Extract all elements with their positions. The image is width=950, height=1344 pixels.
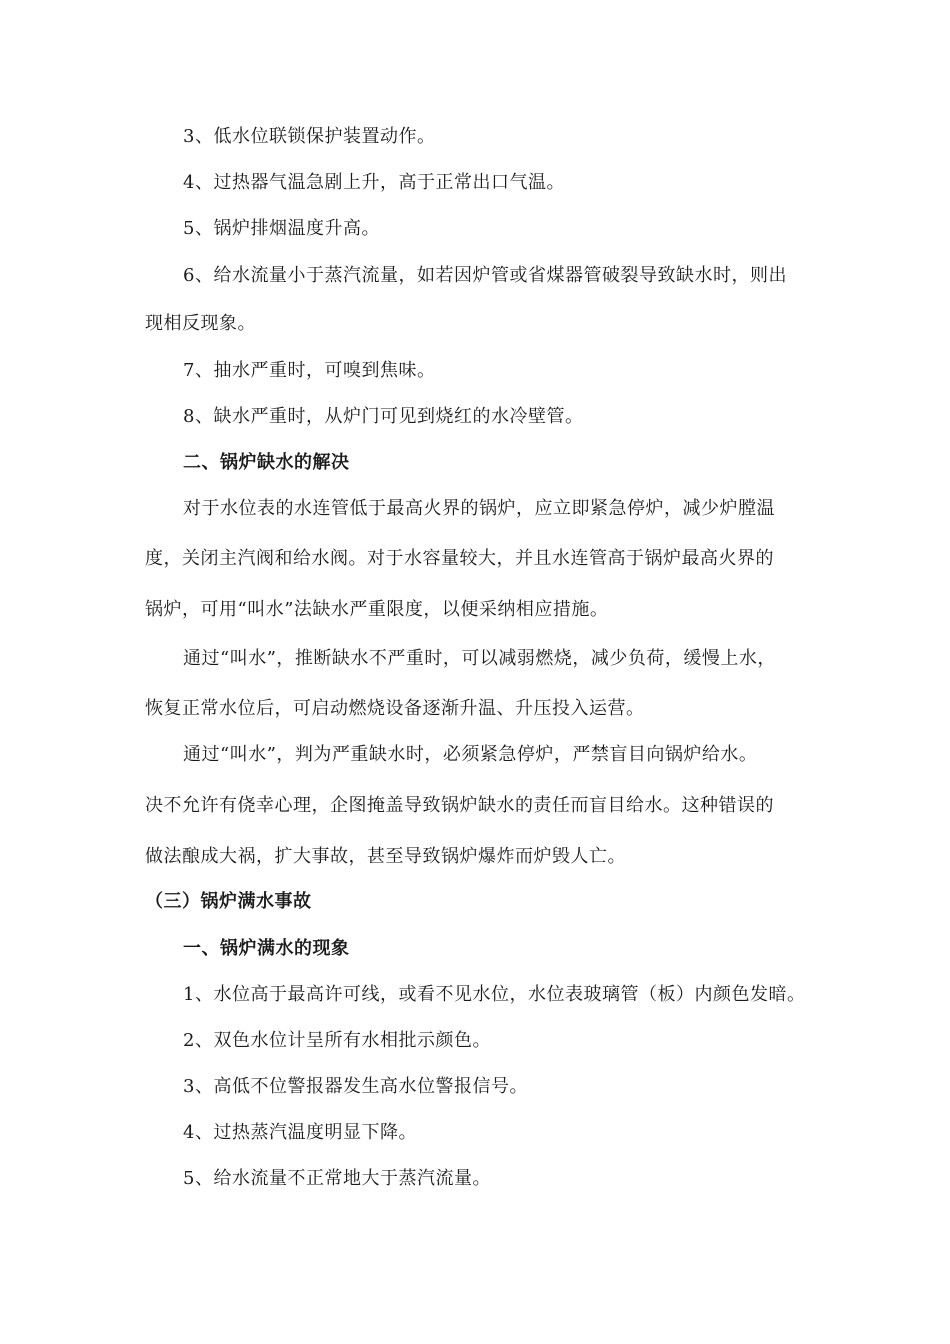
- paragraph-line: 锅炉，可用“叫水”法缺水严重限度，以便采纳相应措施。: [145, 599, 609, 620]
- list-item: 4、过热蒸汽温度明显下降。: [183, 1122, 417, 1143]
- list-item: 3、高低不位警报器发生高水位警报信号。: [183, 1076, 528, 1097]
- section-heading: 一、锅炉满水的现象: [183, 938, 350, 959]
- paragraph-line: 做法酿成大祸，扩大事故，甚至导致锅炉爆炸而炉毁人亡。: [145, 846, 626, 867]
- paragraph-line: 通过“叫水”，判为严重缺水时，必须紧急停炉，严禁盲目向锅炉给水。: [183, 744, 758, 765]
- list-item: 6、给水流量小于蒸汽流量，如若因炉管或省煤器管破裂导致缺水时，则出: [183, 265, 787, 286]
- list-item: 1、水位高于最高许可线，或看不见水位，水位表玻璃管（板）内颜色发暗。: [183, 984, 806, 1005]
- paragraph-line: 恢复正常水位后，可启动燃烧设备逐渐升温、升压投入运营。: [145, 698, 645, 719]
- paragraph-line: 对于水位表的水连管低于最高火界的锅炉，应立即紧急停炉，减少炉膛温: [183, 498, 775, 519]
- list-item: 2、双色水位计呈所有水相批示颜色。: [183, 1030, 491, 1051]
- paragraph-line: 决不允许有侥幸心理，企图掩盖导致锅炉缺水的责任而盲目给水。这种错误的: [145, 795, 774, 816]
- paragraph-line: 现相反现象。: [145, 313, 256, 334]
- paragraph-line: 通过“叫水”，推断缺水不严重时，可以减弱燃烧，减少负荷，缓慢上水，: [183, 648, 776, 669]
- list-item: 5、锅炉排烟温度升高。: [183, 218, 380, 239]
- list-item: 3、低水位联锁保护装置动作。: [183, 126, 436, 147]
- list-item: 8、缺水严重时，从炉门可见到烧红的水冷壁管。: [183, 406, 584, 427]
- list-item: 4、过热器气温急剧上升，高于正常出口气温。: [183, 172, 565, 193]
- list-item: 5、给水流量不正常地大于蒸汽流量。: [183, 1168, 491, 1189]
- list-item: 7、抽水严重时，可嗅到焦味。: [183, 360, 436, 381]
- chapter-heading: （三）锅炉满水事故: [145, 891, 312, 912]
- paragraph-line: 度，关闭主汽阀和给水阀。对于水容量较大，并且水连管高于锅炉最高火界的: [145, 548, 774, 569]
- section-heading: 二、锅炉缺水的解决: [183, 452, 350, 473]
